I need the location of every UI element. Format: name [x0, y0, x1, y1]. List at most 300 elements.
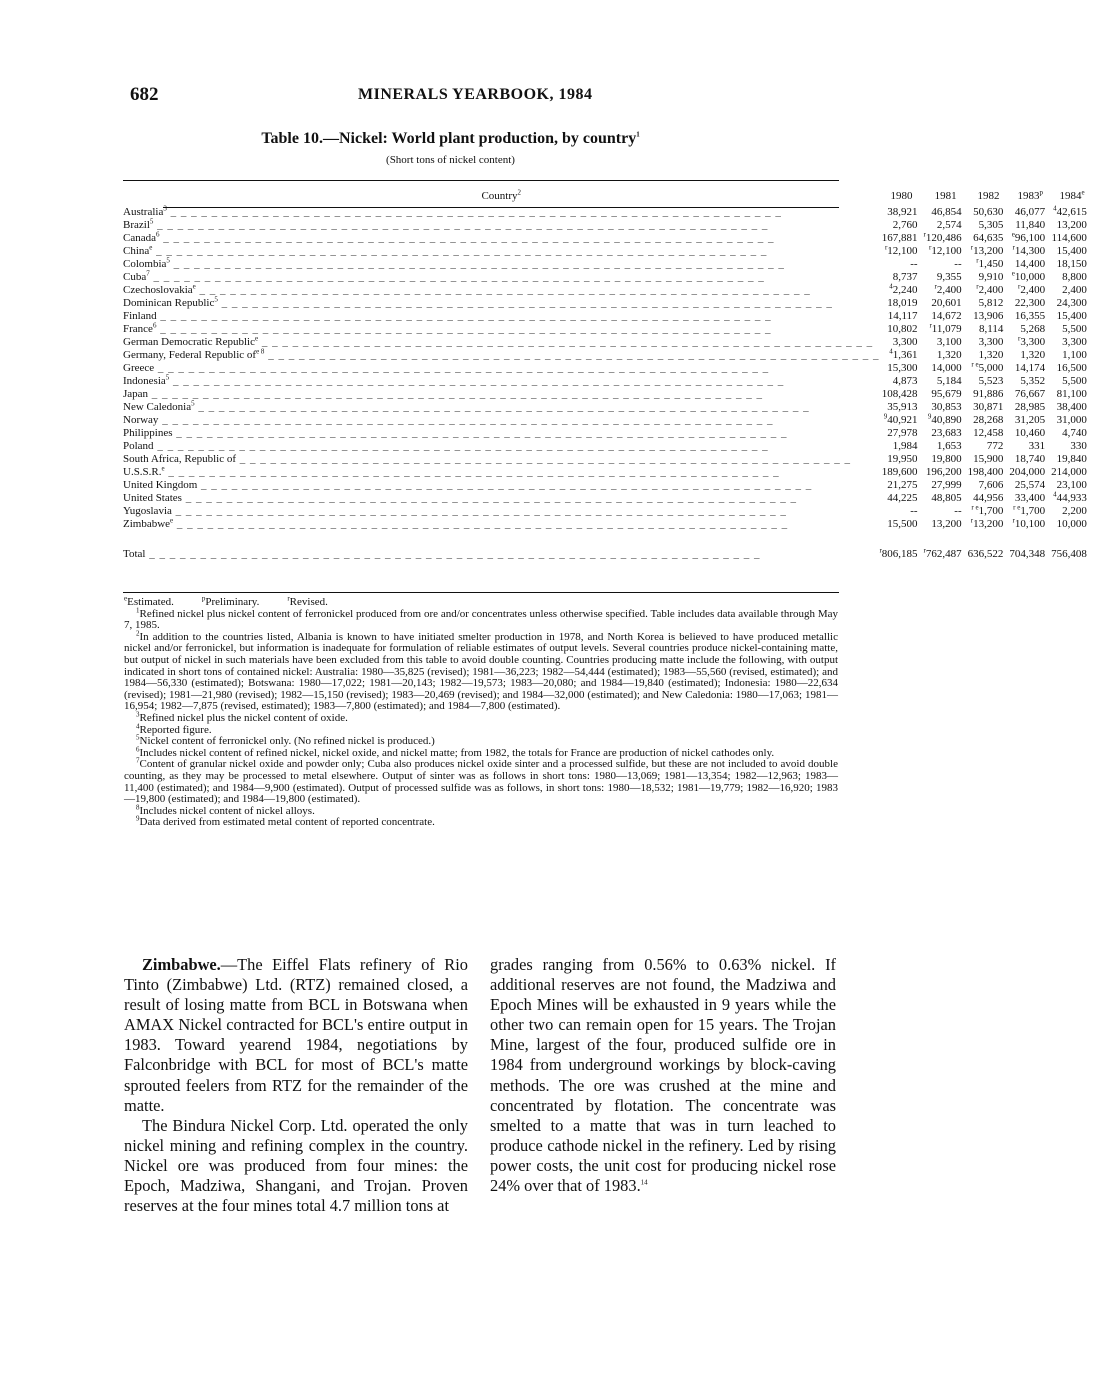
value-text: 1,320	[1020, 349, 1046, 361]
value-text: 331	[1028, 440, 1046, 452]
value-text: 5,500	[1062, 375, 1087, 387]
country-cell	[123, 505, 879, 518]
country-footnote: 3	[163, 204, 167, 213]
column-header-year	[968, 186, 1010, 206]
value-text: 12,458	[973, 427, 1004, 439]
legend-entry	[124, 596, 188, 608]
value-cell	[968, 479, 1010, 492]
value-footnote: 9	[883, 412, 888, 421]
running-head: MINERALS YEARBOOK, 1984	[358, 86, 593, 103]
value-text: 10,802	[887, 323, 918, 335]
footnote-number: 6	[136, 745, 140, 754]
value-footnote: r	[934, 282, 937, 291]
value-text: 44,933	[1056, 492, 1087, 504]
value-cell	[968, 310, 1010, 323]
value-text: 9,355	[936, 271, 962, 283]
value-text: 5,268	[1020, 323, 1046, 335]
country-footnote: 5	[166, 256, 170, 265]
value-text: 14,117	[887, 310, 918, 322]
value-footnote: r	[1012, 516, 1015, 525]
value-cell	[1051, 453, 1093, 466]
value-cell	[924, 414, 968, 427]
value-text: 3,100	[936, 336, 962, 348]
value-cell	[924, 349, 968, 362]
value-cell	[1009, 245, 1051, 258]
country-name: Canada	[123, 232, 156, 244]
value-cell	[968, 336, 1010, 349]
table-title-footnote-ref: 1	[636, 130, 640, 139]
value-text: 636,522	[967, 548, 1004, 560]
footnote-text: Content of granular nickel oxide and powder only; Cuba also produces nickel oxide sinter and a processed sulfide, but these are not included to avoid double counting, as they may be processed to metal elsewhere. Output of sinter was as follows in short tons: 1980—13,069; 1981—13,354; 1982—12,963; 1983—11,400 (estimated); and 1984—9,900 (estimated). Output of processed sulfide was as follows, in short tons: 1980—18,532; 1981—19,779; 1982—16,920; 1983—19,800 (estimated); and 1984—19,800 (estimated).	[124, 758, 838, 806]
leader-dots: _ _ _ _ _ _ _ _ _ _ _ _ _ _ _ _ _ _ _ _ _ _ _ _ _ _ _ _ _ _ _ _ _ _ _ _ _ _ _ _ _ _ _ _ _ _ _ _ _ _ _ _ _ _ _ _ _ _ _ _	[217, 297, 833, 309]
value-cell	[924, 531, 968, 561]
value-text: 5,000	[978, 362, 1004, 374]
value-text: 31,205	[1014, 414, 1046, 426]
value-text: 1,700	[978, 505, 1004, 517]
footnote-number: 8	[136, 803, 140, 812]
value-text: 330	[1070, 440, 1087, 452]
value-cell	[924, 388, 968, 401]
value-cell	[1009, 349, 1051, 362]
value-text: 3,300	[892, 336, 918, 348]
value-cell	[1009, 414, 1051, 427]
value-text: 108,428	[881, 388, 918, 400]
country-name: United States	[123, 492, 182, 504]
value-text: 40,890	[931, 414, 962, 426]
country-name: France	[123, 323, 153, 335]
value-text: 20,601	[931, 297, 962, 309]
country-footnote: e	[170, 516, 174, 525]
value-text: 28,268	[973, 414, 1004, 426]
value-cell	[1051, 297, 1093, 310]
value-text: 38,400	[1056, 401, 1087, 413]
value-cell	[879, 531, 923, 561]
table-subtitle: (Short tons of nickel content)	[386, 154, 515, 166]
footnote	[124, 756, 838, 806]
legend-text: Revised.	[289, 596, 328, 608]
leader-dots: _ _ _ _ _ _ _ _ _ _ _ _ _ _ _ _ _ _ _ _ _ _ _ _ _ _ _ _ _ _ _ _ _ _ _ _ _ _ _ _ _ _ _ _ _ _ _ _ _ _ _ _ _ _ _ _ _ _ _ _	[156, 310, 772, 322]
value-footnote: r	[923, 230, 926, 239]
leader-dots: _ _ _ _ _ _ _ _ _ _ _ _ _ _ _ _ _ _ _ _ _ _ _ _ _ _ _ _ _ _ _ _ _ _ _ _ _ _ _ _ _ _ _ _ _ _ _ _ _ _ _ _ _ _ _ _ _ _ _ _	[195, 284, 811, 296]
paragraph-bindura: The Bindura Nickel Corp. Ltd. operated the only nickel mining and refining complex in the country. Nickel ore was produced from four mines: the Epoch, Madziwa, Shangani, and Trojan. Proven reserves at the four mines total 4.7 million tons at	[124, 1115, 468, 1216]
value-footnote: r	[1012, 243, 1015, 252]
footnote-number: 1	[136, 605, 140, 614]
value-cell	[924, 206, 968, 219]
country-name: Dominican Republic	[123, 297, 215, 309]
country-footnote: 7	[146, 269, 150, 278]
value-cell	[968, 401, 1010, 414]
value-cell	[968, 271, 1010, 284]
value-cell	[968, 388, 1010, 401]
footnote-number: 5	[136, 733, 140, 742]
footnote-number: 2	[136, 629, 140, 638]
value-text: 189,600	[881, 466, 918, 478]
value-text: 35,913	[887, 401, 918, 413]
value-cell	[1051, 518, 1093, 531]
column-header-country	[123, 186, 879, 206]
table-row	[123, 271, 1093, 284]
year-sup: e	[1081, 187, 1085, 196]
table-row	[123, 427, 1093, 440]
table-row	[123, 388, 1093, 401]
value-text: 13,906	[973, 310, 1004, 322]
value-cell	[879, 518, 923, 531]
country-cell	[123, 284, 879, 297]
value-text: 13,200	[973, 245, 1004, 257]
value-text: 64,635	[973, 232, 1004, 244]
value-footnote: 4	[889, 347, 893, 356]
value-text: 21,275	[887, 479, 918, 491]
value-footnote: r	[976, 282, 979, 291]
value-text: 9,910	[978, 271, 1004, 283]
table-row	[123, 518, 1093, 531]
country-name: Indonesia	[123, 375, 166, 387]
value-text: 5,523	[978, 375, 1004, 387]
value-text: 14,300	[1014, 245, 1046, 257]
table-bottom-rule	[123, 592, 839, 593]
value-text: 214,000	[1051, 466, 1087, 478]
value-text: 806,185	[881, 548, 918, 560]
value-cell	[1009, 505, 1051, 518]
country-footnote: 5	[191, 399, 195, 408]
footnote	[124, 629, 838, 713]
value-cell	[879, 362, 923, 375]
value-cell	[968, 284, 1010, 297]
table-row	[123, 401, 1093, 414]
value-text: 5,352	[1020, 375, 1046, 387]
value-footnote: 9	[927, 412, 932, 421]
value-footnote: r	[884, 243, 888, 252]
table-row	[123, 453, 1093, 466]
value-text: 2,574	[936, 219, 962, 231]
value-cell	[924, 375, 968, 388]
value-cell	[879, 323, 923, 336]
value-cell	[968, 323, 1010, 336]
value-cell	[924, 336, 968, 349]
country-name: New Caledonia	[123, 401, 192, 413]
value-cell	[1051, 414, 1093, 427]
value-cell	[1009, 284, 1051, 297]
value-cell	[1051, 505, 1093, 518]
value-cell	[1009, 323, 1051, 336]
value-cell	[968, 505, 1010, 518]
value-text: 24,300	[1056, 297, 1087, 309]
body-column-right	[490, 955, 836, 1196]
legend-symbol: r	[287, 594, 290, 603]
value-cell	[924, 323, 968, 336]
table-row	[123, 362, 1093, 375]
country-footnote: 5	[214, 295, 218, 304]
value-text: 10,100	[1014, 518, 1046, 530]
footnote-number: 9	[136, 814, 140, 823]
value-text: 11,079	[931, 323, 962, 335]
country-cell	[123, 375, 879, 388]
value-cell	[1009, 427, 1051, 440]
value-cell	[1051, 232, 1093, 245]
value-text: 8,114	[979, 323, 1004, 335]
country-cell	[123, 271, 879, 284]
country-cell	[123, 362, 879, 375]
table-header-row	[123, 186, 1093, 206]
legend-entry	[287, 596, 342, 608]
value-text: 2,400	[978, 284, 1004, 296]
paragraph-continued	[490, 955, 836, 1196]
table-row	[123, 245, 1093, 258]
value-cell	[924, 492, 968, 505]
value-text: 28,985	[1014, 401, 1046, 413]
value-cell	[1009, 232, 1051, 245]
country-cell	[123, 427, 879, 440]
value-text: 5,305	[978, 219, 1004, 231]
value-text: 14,672	[931, 310, 962, 322]
value-cell	[1051, 401, 1093, 414]
country-cell	[123, 518, 879, 531]
year-label: 1982	[977, 189, 1000, 202]
leader-dots: _ _ _ _ _ _ _ _ _ _ _ _ _ _ _ _ _ _ _ _ _ _ _ _ _ _ _ _ _ _ _ _ _ _ _ _ _ _ _ _ _ _ _ _ _ _ _ _ _ _ _ _ _ _ _ _ _ _ _ _	[164, 466, 780, 478]
value-text: 10,000	[1014, 271, 1046, 283]
leader-dots: _ _ _ _ _ _ _ _ _ _ _ _ _ _ _ _ _ _ _ _ _ _ _ _ _ _ _ _ _ _ _ _ _ _ _ _ _ _ _ _ _ _ _ _ _ _ _ _ _ _ _ _ _ _ _ _ _ _ _ _	[169, 375, 785, 387]
value-text: 10,000	[1056, 518, 1087, 530]
footnote-text: Data derived from estimated metal content of reported concentrate.	[139, 816, 435, 829]
country-cell	[123, 401, 879, 414]
table-row	[123, 284, 1093, 297]
country-name: Cuba	[123, 271, 147, 283]
legend-text: Preliminary.	[205, 596, 260, 608]
footnote-text: Nickel content of ferronickel only. (No refined nickel is produced.)	[139, 735, 435, 748]
value-text: 15,300	[887, 362, 918, 374]
value-text: 27,978	[887, 427, 918, 439]
value-text: 3,300	[1020, 336, 1046, 348]
country-name: Colombia	[123, 258, 167, 270]
value-cell	[968, 219, 1010, 232]
country-cell	[123, 388, 879, 401]
value-cell	[1051, 206, 1093, 219]
value-cell	[924, 453, 968, 466]
country-cell	[123, 440, 879, 453]
value-text: 13,200	[931, 518, 962, 530]
value-text: 772	[986, 440, 1004, 452]
country-footnote: 6	[155, 230, 160, 239]
value-footnote: r	[923, 546, 926, 555]
country-name: Total	[123, 548, 146, 560]
footnote-text: Includes nickel content of refined nickel, nickel oxide, and nickel matte; from 1982, the totals for France are production of nickel cathodes only.	[139, 746, 775, 759]
value-cell	[1051, 375, 1093, 388]
value-footnote: r	[879, 546, 882, 555]
country-name: Finland	[123, 310, 157, 322]
value-text: 1,653	[936, 440, 962, 452]
value-text: 204,000	[1009, 466, 1046, 478]
country-cell	[123, 297, 879, 310]
value-text: --	[910, 258, 918, 270]
value-cell	[1009, 375, 1051, 388]
value-text: 31,000	[1056, 414, 1087, 426]
value-text: 19,950	[887, 453, 918, 465]
value-cell	[968, 531, 1010, 561]
value-footnote: e	[1011, 269, 1015, 278]
country-cell	[123, 349, 879, 362]
value-cell	[1051, 271, 1093, 284]
value-text: 44,225	[887, 492, 918, 504]
country-footnote: e	[161, 464, 165, 473]
value-footnote: 4	[1053, 490, 1057, 499]
value-text: 19,840	[1056, 453, 1087, 465]
value-text: 16,500	[1056, 362, 1087, 374]
value-text: 91,886	[973, 388, 1004, 400]
value-text: 25,574	[1014, 479, 1046, 491]
value-text: 10,460	[1014, 427, 1046, 439]
value-text: 12,100	[931, 245, 962, 257]
value-text: 704,348	[1009, 548, 1046, 560]
value-cell	[1009, 466, 1051, 479]
value-text: 50,630	[973, 206, 1004, 218]
value-cell	[924, 479, 968, 492]
value-cell	[1051, 219, 1093, 232]
column-header-country-footnote: 2	[517, 187, 521, 196]
leader-dots: _ _ _ _ _ _ _ _ _ _ _ _ _ _ _ _ _ _ _ _ _ _ _ _ _ _ _ _ _ _ _ _ _ _ _ _ _ _ _ _ _ _ _ _ _ _ _ _ _ _ _ _ _ _ _ _ _ _ _ _	[171, 505, 787, 517]
value-cell	[924, 258, 968, 271]
value-footnote: r e	[971, 360, 979, 369]
value-text: 23,683	[931, 427, 962, 439]
value-cell	[924, 466, 968, 479]
column-header-year	[1009, 186, 1051, 206]
value-cell	[924, 505, 968, 518]
value-text: 762,487	[925, 548, 962, 560]
value-cell	[924, 245, 968, 258]
column-header-year	[879, 186, 923, 206]
value-text: 46,854	[931, 206, 962, 218]
country-footnote: e 8	[256, 347, 265, 356]
value-cell	[968, 518, 1010, 531]
value-text: 11,840	[1015, 219, 1046, 231]
leader-dots: _ _ _ _ _ _ _ _ _ _ _ _ _ _ _ _ _ _ _ _ _ _ _ _ _ _ _ _ _ _ _ _ _ _ _ _ _ _ _ _ _ _ _ _ _ _ _ _ _ _ _ _ _ _ _ _ _ _ _ _	[158, 414, 774, 426]
country-footnote: 6	[152, 321, 157, 330]
value-cell	[879, 453, 923, 466]
legend-symbol: p	[201, 594, 206, 603]
country-name: German Democratic Republic	[123, 336, 255, 348]
footnote	[124, 710, 838, 725]
table-title	[0, 130, 901, 148]
value-cell	[1009, 310, 1051, 323]
value-cell	[1051, 479, 1093, 492]
value-text: 13,200	[1056, 219, 1087, 231]
year-label: 1983	[1017, 189, 1040, 202]
value-cell	[879, 492, 923, 505]
country-cell	[123, 336, 879, 349]
footnote-text: In addition to the countries listed, Albania is known to have initiated smelter production in 1978, and North Korea is believed to have produced metallic nickel and/or ferronickel, but information is inadequate for formulation of reliable estimates of output levels. Several countries produce nickel-containing matte, but output of nickel in such materials have been excluded from this table to avoid double counting. Countries producing matte include the following, with output indicated in short tons of contained nickel: Australia: 1980—35,825 (revised); 1981—36,223; 1982—54,444 (estimated); 1983—55,560 (revised, estimated); and 1984—56,330 (estimated); Botswana: 1980—17,022; 1981—20,143; 1982—19,573; 1983—20,080; and 1984—19,840 (estimated); Indonesia: 1980—22,634 (revised); 1981—21,980 (revised); 1982—15,150 (revised); 1983—20,469 (revised); and 1984—32,000 (estimated); and New Caledonia: 1980—17,063; 1981—16,954; 1982—7,875 (revised, estimated); 1983—7,800 (estimated); and 1984—7,800 (estimated).	[124, 630, 838, 713]
value-text: 13,200	[973, 518, 1004, 530]
value-text: 2,240	[892, 284, 918, 296]
leader-dots: _ _ _ _ _ _ _ _ _ _ _ _ _ _ _ _ _ _ _ _ _ _ _ _ _ _ _ _ _ _ _ _ _ _ _ _ _ _ _ _ _ _ _ _ _ _ _ _ _ _ _ _ _ _ _ _ _ _ _ _	[173, 518, 789, 530]
country-footnote: 5	[149, 217, 154, 226]
value-text: 81,100	[1056, 388, 1087, 400]
country-cell	[123, 310, 879, 323]
value-text: 2,400	[936, 284, 962, 296]
value-text: 44,956	[973, 492, 1004, 504]
value-cell	[1051, 466, 1093, 479]
value-cell	[968, 453, 1010, 466]
value-text: 7,606	[978, 479, 1004, 491]
value-cell	[879, 219, 923, 232]
value-cell	[879, 479, 923, 492]
country-name: Yugoslavia	[123, 505, 172, 517]
value-text: 18,150	[1056, 258, 1087, 270]
paragraph-footnote-ref: 14	[640, 1178, 648, 1187]
value-cell	[968, 232, 1010, 245]
leader-dots: _ _ _ _ _ _ _ _ _ _ _ _ _ _ _ _ _ _ _ _ _ _ _ _ _ _ _ _ _ _ _ _ _ _ _ _ _ _ _ _ _ _ _ _ _ _ _ _ _ _ _ _ _ _ _ _ _ _ _ _	[258, 336, 874, 348]
value-cell	[1051, 362, 1093, 375]
country-name: Greece	[123, 362, 155, 374]
value-text: 1,361	[892, 349, 918, 361]
country-name: Australia	[123, 206, 164, 218]
year-label: 1984	[1059, 189, 1082, 202]
table-row	[123, 375, 1093, 388]
value-footnote: 4	[1053, 204, 1057, 213]
value-cell	[879, 206, 923, 219]
value-footnote: r	[970, 243, 974, 252]
leader-dots: _ _ _ _ _ _ _ _ _ _ _ _ _ _ _ _ _ _ _ _ _ _ _ _ _ _ _ _ _ _ _ _ _ _ _ _ _ _ _ _ _ _ _ _ _ _ _ _ _ _ _ _ _ _ _ _ _ _ _ _	[153, 219, 769, 231]
value-text: 38,921	[887, 206, 918, 218]
leader-dots: _ _ _ _ _ _ _ _ _ _ _ _ _ _ _ _ _ _ _ _ _ _ _ _ _ _ _ _ _ _ _ _ _ _ _ _ _ _ _ _ _ _ _ _ _ _ _ _ _ _ _ _ _ _ _ _ _ _ _ _	[166, 206, 782, 218]
value-cell	[879, 375, 923, 388]
table-row	[123, 479, 1093, 492]
footnote	[124, 605, 838, 632]
leader-dots: _ _ _ _ _ _ _ _ _ _ _ _ _ _ _ _ _ _ _ _ _ _ _ _ _ _ _ _ _ _ _ _ _ _ _ _ _ _ _ _ _ _ _ _ _ _ _ _ _ _ _ _ _ _ _ _ _ _ _ _	[169, 258, 785, 270]
country-name: Philippines	[123, 427, 173, 439]
country-cell	[123, 414, 879, 427]
value-footnote: r	[970, 516, 974, 525]
leader-dots: _ _ _ _ _ _ _ _ _ _ _ _ _ _ _ _ _ _ _ _ _ _ _ _ _ _ _ _ _ _ _ _ _ _ _ _ _ _ _ _ _ _ _ _ _ _ _ _ _ _ _ _ _ _ _ _ _ _ _ _	[154, 362, 770, 374]
value-cell	[879, 271, 923, 284]
leader-dots: _ _ _ _ _ _ _ _ _ _ _ _ _ _ _ _ _ _ _ _ _ _ _ _ _ _ _ _ _ _ _ _ _ _ _ _ _ _ _ _ _ _ _ _ _ _ _ _ _ _ _ _ _ _ _ _ _ _ _ _	[264, 349, 880, 361]
value-cell	[879, 245, 923, 258]
value-cell	[968, 362, 1010, 375]
leader-dots: _ _ _ _ _ _ _ _ _ _ _ _ _ _ _ _ _ _ _ _ _ _ _ _ _ _ _ _ _ _ _ _ _ _ _ _ _ _ _ _ _ _ _ _ _ _ _ _ _ _ _ _ _ _ _ _ _ _ _ _	[197, 479, 813, 491]
table-row	[123, 466, 1093, 479]
paragraph-text: grades ranging from 0.56% to 0.63% nickel. If additional reserves are not found, the Madziwa and Epoch Mines will be exhausted in 9 years while the other two can remain open for 15 years. The Trojan Mine, largest of the four, produced sulfide ore in 1984 from underground workings by block-caving methods. The ore was crushed at the mine and concentrated by flotation. The concentrate was smelted to a matte that was in turn leached to produce cathode nickel in the refinery. Led by rising power costs, the unit cost for producing nickel rose 24% over that of 1983.	[490, 955, 836, 1196]
value-cell	[968, 206, 1010, 219]
footnote-number: 3	[136, 710, 140, 719]
footnote-text: Refined nickel plus nickel content of ferronickel produced from ore and/or concentrates unless otherwise specified. Table includes data available through May 7, 1985.	[124, 607, 838, 632]
value-cell	[924, 271, 968, 284]
value-text: 8,800	[1062, 271, 1087, 283]
footnote-number: 4	[136, 721, 140, 730]
value-text: 4,740	[1062, 427, 1087, 439]
value-text: 12,100	[887, 245, 918, 257]
value-cell	[968, 466, 1010, 479]
page-number: 682	[130, 84, 159, 105]
year-label: 1981	[934, 189, 957, 202]
table-row	[123, 440, 1093, 453]
value-text: --	[954, 505, 962, 517]
value-text: 3,300	[1062, 336, 1087, 348]
value-cell	[968, 245, 1010, 258]
country-cell	[123, 466, 879, 479]
value-footnote: r	[1018, 282, 1021, 291]
value-cell	[879, 284, 923, 297]
value-cell	[924, 362, 968, 375]
country-cell	[123, 492, 879, 505]
value-footnote: r	[929, 321, 932, 330]
footnote-text: Reported figure.	[139, 723, 212, 736]
value-cell	[1051, 323, 1093, 336]
value-text: --	[954, 258, 962, 270]
value-cell	[968, 427, 1010, 440]
leader-dots: _ _ _ _ _ _ _ _ _ _ _ _ _ _ _ _ _ _ _ _ _ _ _ _ _ _ _ _ _ _ _ _ _ _ _ _ _ _ _ _ _ _ _ _ _ _ _ _ _ _ _ _ _ _ _ _ _ _ _ _	[236, 453, 852, 465]
value-cell	[879, 414, 923, 427]
leader-dots: _ _ _ _ _ _ _ _ _ _ _ _ _ _ _ _ _ _ _ _ _ _ _ _ _ _ _ _ _ _ _ _ _ _ _ _ _ _ _ _ _ _ _ _ _ _ _ _ _ _ _ _ _ _ _ _ _ _ _ _	[194, 401, 810, 413]
value-text: --	[910, 505, 918, 517]
legend-entry	[202, 596, 273, 608]
